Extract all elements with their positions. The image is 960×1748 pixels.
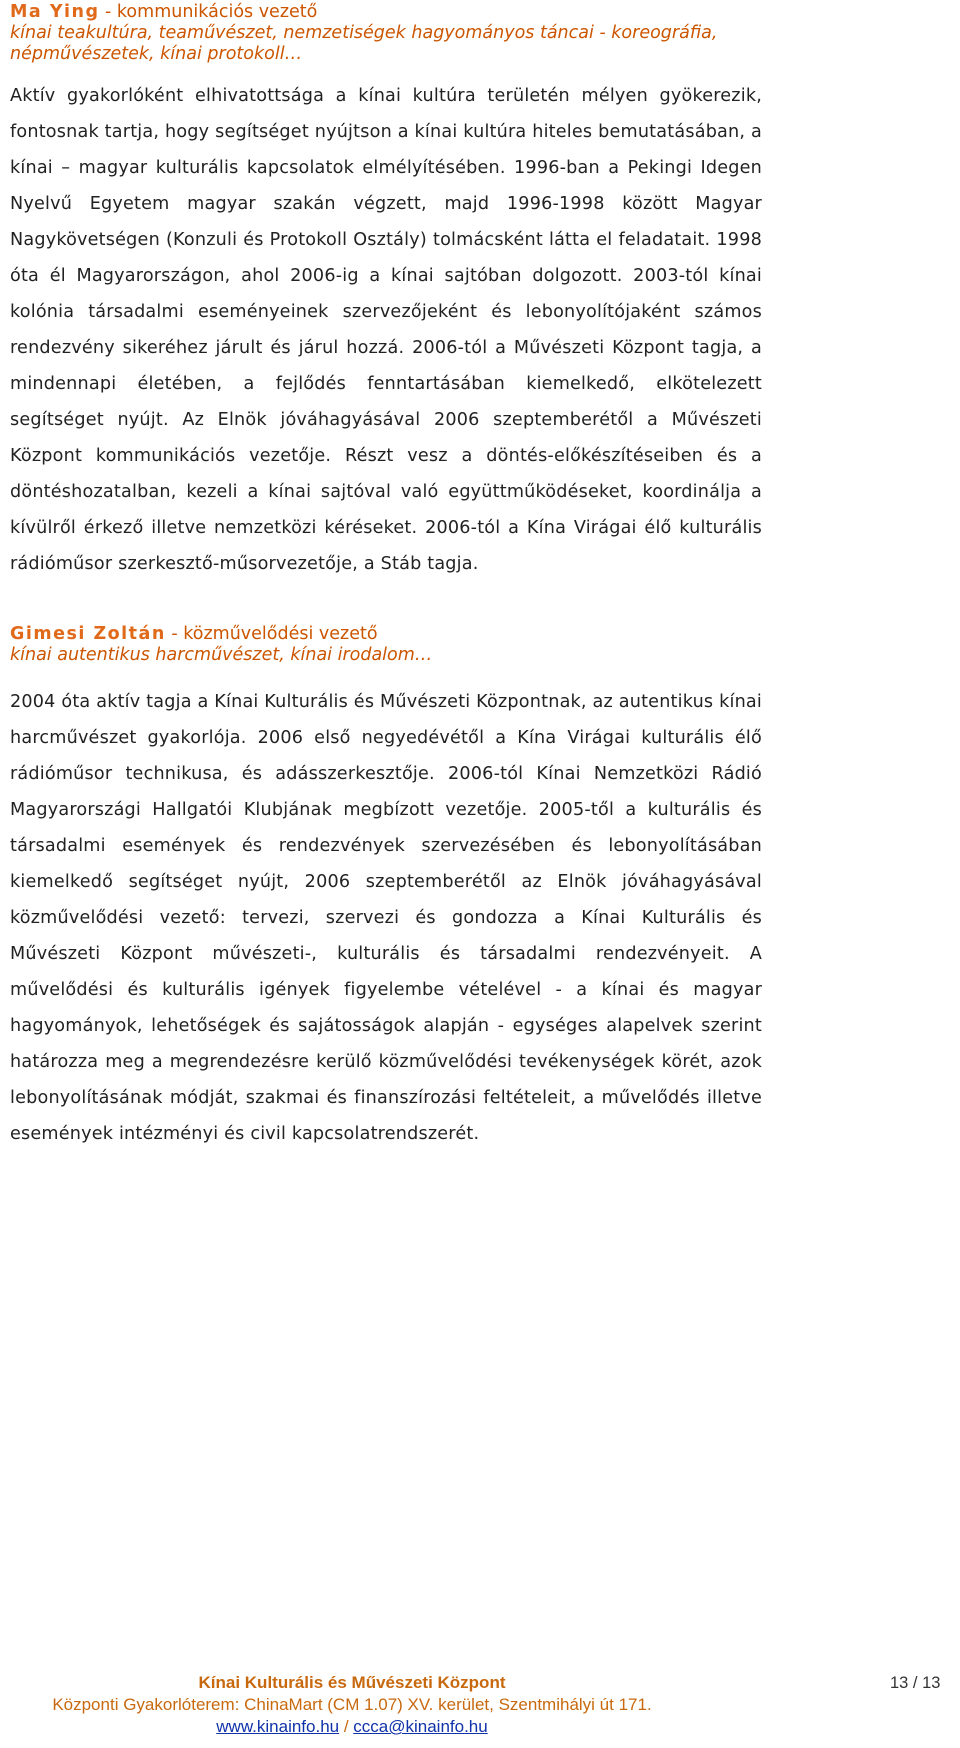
profile-role: - kommunikációs vezető bbox=[99, 2, 318, 22]
email-link[interactable]: ccca@kinainfo.hu bbox=[353, 1717, 488, 1736]
profile-name: Gimesi Zoltán bbox=[10, 624, 166, 644]
profile-heading bbox=[10, 2, 762, 23]
profile-subtitle: kínai autentikus harcművészet, kínai irodalom… bbox=[10, 645, 433, 665]
profile-body: Aktív gyakorlóként elhivatottsága a kínai kultúra területén mélyen gyökerezik, fontosnak tartja, hogy segítséget nyújtson a kínai kultúra hiteles bemutatásában, a kínai – magyar kulturális kapcsolatok elmélyítésében. 1996-ban a Pekingi Idegen Nyelvű Egyetem magyar szakán végzett, majd 1996-1998 között Magyar Nagykövetségen (Konzuli és Protokoll Osztály) tolmácsként látta el feladatait. 1998 óta él Magyarországon, ahol 2006-ig a kínai sajtóban dolgozott. 2003-tól kínai kolónia társadalmi eseményeinek szervezőjeként és lebonyolítójaként számos rendezvény sikeréhez járult és járul hozzá. 2006-tól a Művészeti Központ tagja, a mindennapi életében, a fejlődés fenntartásában kiemelkedő, elkötelezett segítséget nyújt. Az Elnök jóváhagyásával 2006 szeptemberétől a Művészeti Központ kommunikációs vezetője. Részt vesz a döntés-előkészítéseiben és a döntéshozatalban, kezeli a kínai sajtóval való együttműködéseket, koordinálja a kívülről érkező illetve nemzetközi kéréseket. 2006-tól a Kína Virágai élő kulturális rádióműsor szerkesztő-műsorvezetője, a Stáb tagja. bbox=[10, 86, 762, 574]
profile-subtitle: kínai teakultúra, teaművészet, nemzetiségek hagyományos táncai - koreográfia, népművészetek, kínai protokoll… bbox=[10, 23, 718, 64]
profile-heading bbox=[10, 624, 762, 645]
document-page bbox=[10, 0, 762, 1152]
profile-name: Ma Ying bbox=[10, 2, 100, 22]
link-separator: / bbox=[339, 1717, 354, 1736]
footer-links bbox=[0, 1716, 704, 1738]
profile-role: - közművelődési vezető bbox=[165, 624, 378, 644]
page-number: 13 / 13 bbox=[890, 1674, 941, 1692]
website-link[interactable]: www.kinainfo.hu bbox=[216, 1717, 340, 1736]
footer-organization: Kínai Kulturális és Művészeti Központ bbox=[198, 1673, 506, 1692]
profile-ma-ying bbox=[10, 2, 762, 582]
footer-address: Központi Gyakorlóterem: ChinaMart (CM 1.07) XV. kerület, Szentmihályi út 171. bbox=[52, 1695, 652, 1714]
profile-body: 2004 óta aktív tagja a Kínai Kulturális és Művészeti Központnak, az autentikus kínai harcművészet gyakorlója. 2006 első negyedévétől a Kína Virágai kulturális élő rádióműsor technikusa, és adásszerkesztője. 2006-tól Kínai Nemzetközi Rádió Magyarországi Hallgatói Klubjának megbízott vezetője. 2005-től a kulturális és társadalmi események és rendezvények szervezésében és lebonyolításában kiemelkedő segítséget nyújt, 2006 szeptemberétől az Elnök jóváhagyásával közművelődési vezető: tervezi, szervezi és gondozza a Kínai Kulturális és Művészeti Központ művészeti-, kulturális és társadalmi rendezvényeit. A művelődési és kulturális igények figyelembe vételével - a kínai és magyar hagyományok, lehetőségek és sajátosságok alapján - egységes alapelvek szerint határozza meg a megrendezésre kerülő közművelődési tevékenységek körét, azok lebonyolításának módját, szakmai és finanszírozási feltételeit, a művelődés illetve események intézményi és civil kapcsolatrendszerét. bbox=[10, 692, 762, 1144]
profile-gimesi-zoltan bbox=[10, 624, 762, 1152]
